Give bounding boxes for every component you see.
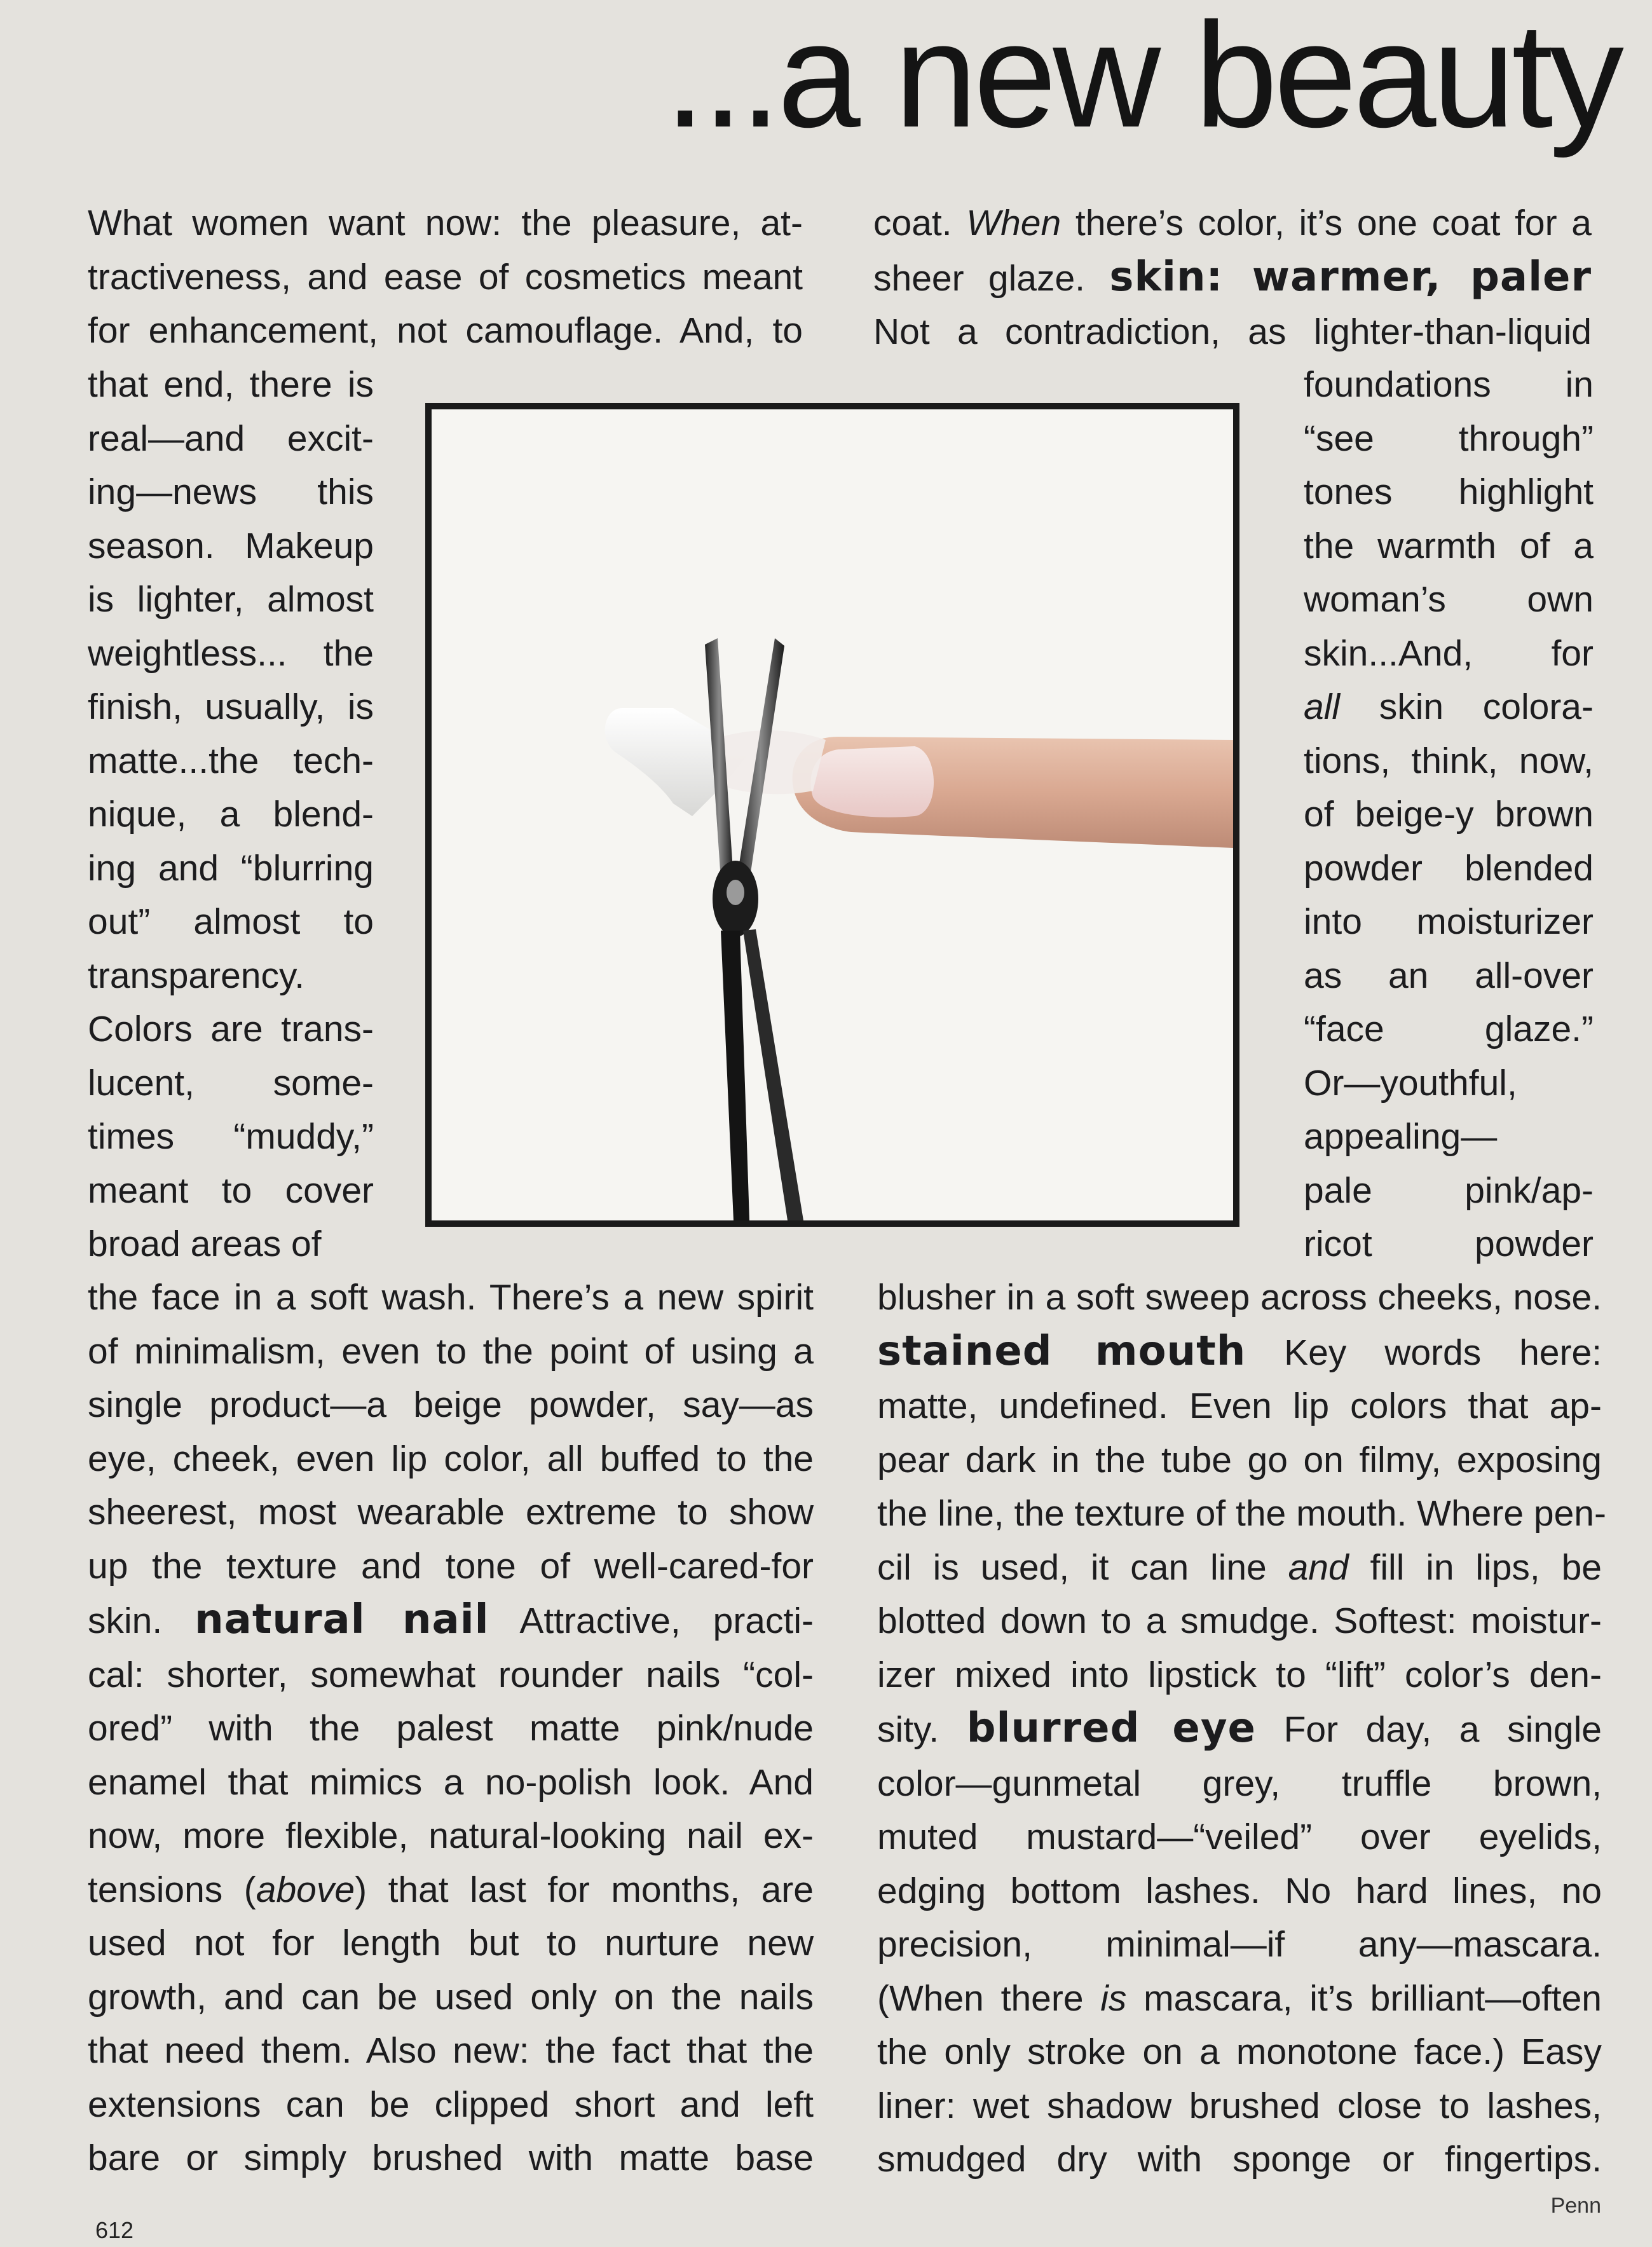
text-line: meant to cover bbox=[88, 1170, 374, 1211]
text-line: What women want now: the pleasure, at- bbox=[88, 203, 803, 243]
text-line: the line, the texture of the mouth. Where pen- bbox=[877, 1493, 1606, 1534]
text-line: ored” with the palest matte pink/nude bbox=[88, 1708, 814, 1749]
text-run: tensions ( bbox=[88, 1869, 256, 1910]
text-line: up the texture and tone of well-cared-for bbox=[88, 1545, 814, 1587]
text-line: is lighter, almost bbox=[88, 579, 374, 620]
text-line: real—and excit- bbox=[88, 418, 374, 459]
text-line: used not for length but to nurture new bbox=[88, 1923, 814, 1964]
text-run: skin colora- bbox=[1379, 686, 1594, 727]
text-line: foundations in bbox=[1304, 364, 1594, 405]
text-line: color—gunmetal grey, truffle brown, bbox=[877, 1763, 1602, 1804]
text-line: matte, undefined. Even lip colors that ap- bbox=[877, 1386, 1602, 1426]
text-line bbox=[873, 250, 1592, 306]
italic-run: is bbox=[1100, 1977, 1127, 2019]
text-run: For day, a single bbox=[1283, 1709, 1602, 1750]
text-line: that need them. Also new: the fact that the bbox=[88, 2030, 814, 2071]
right-column-intro bbox=[873, 196, 1592, 359]
text-run: cil is used, it can line bbox=[877, 1547, 1267, 1588]
kicker-stained-mouth: stained mouth bbox=[877, 1327, 1246, 1375]
scissors-fingertip-illustration bbox=[432, 409, 1233, 1220]
text-line bbox=[88, 1863, 814, 1917]
text-line: edging bottom lashes. No hard lines, no bbox=[877, 1870, 1602, 1911]
text-line: sheerest, most wearable extreme to show bbox=[88, 1492, 814, 1533]
text-line: growth, and can be used only on the nails bbox=[88, 1976, 814, 2018]
text-line: times “muddy,” bbox=[88, 1116, 374, 1157]
text-line: “face glaze.” bbox=[1304, 1009, 1594, 1049]
text-line: appealing— bbox=[1304, 1116, 1498, 1157]
right-column-wrap bbox=[1304, 358, 1594, 1271]
text-line: as an all-over bbox=[1304, 955, 1594, 996]
text-line: lucent, some- bbox=[88, 1062, 374, 1103]
left-column-body bbox=[88, 1271, 814, 2185]
text-line: blusher in a soft sweep across cheeks, nose. bbox=[877, 1277, 1602, 1318]
text-line: broad areas of bbox=[88, 1224, 322, 1264]
text-run: fill in lips, be bbox=[1370, 1547, 1602, 1588]
text-line: ing—news this bbox=[88, 472, 374, 512]
text-line: that end, there is bbox=[88, 364, 374, 405]
text-line: blotted down to a smudge. Softest: moistur- bbox=[877, 1601, 1602, 1641]
text-run: sheer glaze. bbox=[873, 257, 1086, 299]
text-line: extensions can be clipped short and left bbox=[88, 2084, 814, 2125]
text-run: mascara, it’s brilliant—often bbox=[1143, 1977, 1602, 2019]
kicker-skin: skin: warmer, paler bbox=[1109, 253, 1592, 301]
text-line bbox=[873, 196, 1592, 250]
text-line: single product—a beige powder, say—as bbox=[88, 1384, 814, 1425]
text-line bbox=[1304, 680, 1594, 734]
text-line: tractiveness, and ease of cosmetics meant bbox=[88, 256, 803, 297]
text-run: there’s color, it’s one coat for a bbox=[1075, 203, 1592, 243]
text-line: nique, a blend- bbox=[88, 794, 374, 835]
text-line: the face in a soft wash. There’s a new spirit bbox=[88, 1277, 814, 1318]
text-run: coat. bbox=[873, 203, 952, 243]
kicker-natural-nail: natural nail bbox=[195, 1596, 489, 1643]
text-line: tones highlight bbox=[1304, 472, 1594, 512]
text-line: cal: shorter, somewhat rounder nails “col- bbox=[88, 1654, 814, 1695]
text-line: transparency. bbox=[88, 955, 305, 996]
text-line: Not a contradiction, as lighter-than-liquid bbox=[873, 311, 1592, 352]
italic-run: above bbox=[256, 1869, 355, 1910]
text-line: skin...And, for bbox=[1304, 632, 1594, 674]
text-line: weightless... the bbox=[88, 632, 374, 674]
text-line: pale pink/ap- bbox=[1304, 1170, 1594, 1211]
text-line: tions, think, now, bbox=[1304, 740, 1594, 781]
text-line: liner: wet shadow brushed close to lashes, bbox=[877, 2085, 1602, 2126]
photo-credit: Penn bbox=[1550, 2194, 1601, 2218]
text-line bbox=[88, 1593, 814, 1648]
text-run: (When there bbox=[877, 1977, 1084, 2019]
text-line: bare or simply brushed with matte base bbox=[88, 2138, 814, 2178]
text-line: woman’s own bbox=[1304, 579, 1594, 620]
nail-clipping-photo bbox=[425, 403, 1239, 1227]
left-column-intro bbox=[88, 196, 803, 358]
text-line: the warmth of a bbox=[1304, 525, 1594, 566]
italic-run: all bbox=[1304, 686, 1341, 727]
right-column-body bbox=[877, 1271, 1606, 2187]
text-run: Attractive, practi- bbox=[519, 1601, 814, 1641]
text-run: Key words here: bbox=[1284, 1332, 1602, 1373]
text-line: powder blended bbox=[1304, 847, 1594, 889]
italic-run: When bbox=[966, 203, 1062, 243]
headline: ...a new beauty bbox=[664, 0, 1620, 158]
text-line: for enhancement, not camouflage. And, to bbox=[88, 310, 803, 351]
text-line bbox=[877, 1325, 1602, 1380]
text-line: ing and “blurring bbox=[88, 847, 374, 889]
text-line bbox=[877, 1702, 1602, 1757]
text-line: izer mixed into lipstick to “lift” color’s den- bbox=[877, 1654, 1602, 1695]
text-line: ricot powder bbox=[1304, 1224, 1594, 1264]
text-line: Or—youthful, bbox=[1304, 1062, 1517, 1103]
text-line: “see through” bbox=[1304, 418, 1594, 459]
italic-run: and bbox=[1288, 1547, 1349, 1588]
kicker-blurred-eye: blurred eye bbox=[966, 1705, 1256, 1752]
text-line: now, more flexible, natural-looking nail ex- bbox=[88, 1815, 814, 1856]
text-line: matte...the tech- bbox=[88, 740, 374, 781]
text-run: skin. bbox=[88, 1601, 163, 1641]
text-line: the only stroke on a monotone face.) Easy bbox=[877, 2032, 1602, 2072]
text-line bbox=[877, 1541, 1602, 1595]
text-line: muted mustard—“veiled” over eyelids, bbox=[877, 1817, 1602, 1857]
text-line: precision, minimal—if any—mascara. bbox=[877, 1924, 1602, 1965]
text-line: finish, usually, is bbox=[88, 686, 374, 727]
text-line: smudged dry with sponge or fingertips. bbox=[877, 2139, 1602, 2180]
text-line: enamel that mimics a no-polish look. And bbox=[88, 1761, 814, 1803]
text-line: of beige-y brown bbox=[1304, 794, 1594, 835]
text-line: eye, cheek, even lip color, all buffed to the bbox=[88, 1438, 814, 1479]
text-run: ) that last for months, are bbox=[355, 1869, 814, 1910]
text-line: Colors are trans- bbox=[88, 1009, 374, 1049]
text-line: pear dark in the tube go on filmy, exposing bbox=[877, 1439, 1602, 1480]
text-line: season. Makeup bbox=[88, 525, 374, 566]
page-number: 612 bbox=[95, 2217, 134, 2243]
left-column-wrap bbox=[88, 358, 374, 1271]
text-run: sity. bbox=[877, 1709, 939, 1750]
text-line: into moisturizer bbox=[1304, 901, 1594, 942]
text-line bbox=[877, 1972, 1602, 2026]
text-line: out” almost to bbox=[88, 901, 374, 942]
text-line: of minimalism, even to the point of using a bbox=[88, 1330, 814, 1372]
